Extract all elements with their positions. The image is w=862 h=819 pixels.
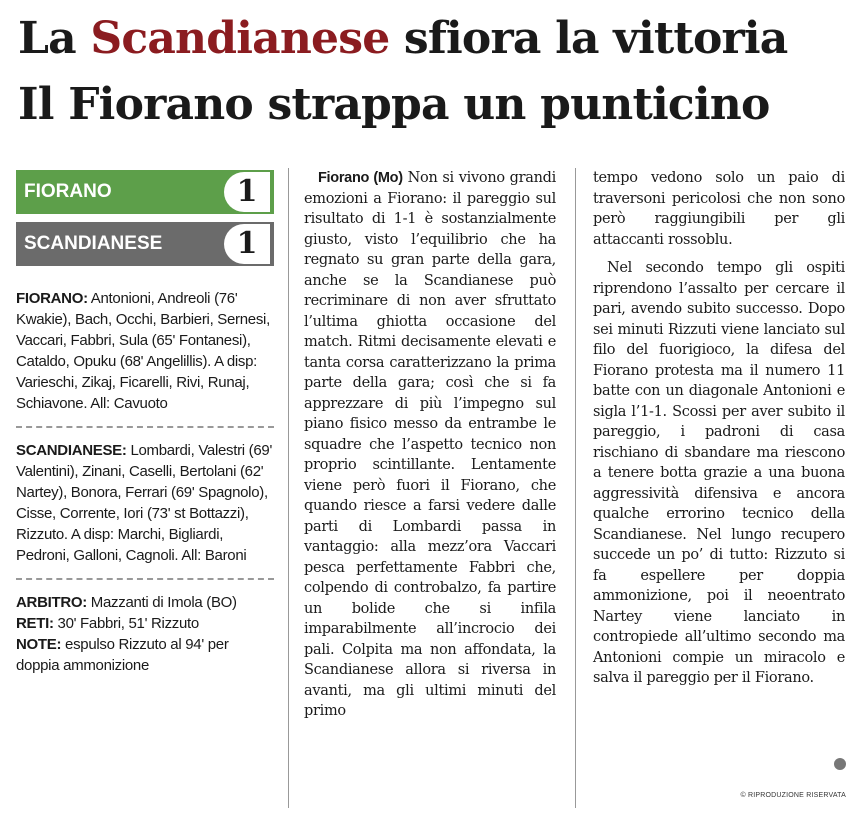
- match-box: [16, 170, 274, 676]
- goals: [16, 613, 274, 634]
- goals-text: 30' Fabbri, 51' Rizzuto: [53, 615, 199, 632]
- team-name-away: SCANDIANESE: [24, 233, 163, 254]
- column-rule: [575, 168, 576, 808]
- article-paragraph-1-continued: tempo vedono solo un paio di traversoni pericolosi che non sono però raggiungibili per gli attaccanti rossoblu.: [593, 170, 845, 248]
- score-home: 1: [224, 172, 270, 212]
- lineup-away-text: Lombardi, Valestri (69' Valentini), Zinani, Caselli, Bertolani (62' Nartey), Bonora, Ferrari (69' Spagnolo), Cisse, Corrente, Iori (73' st Bottazzi), Rizzuto. A disp: Marchi, Bigliardi, Pedroni, Galloni, Cagnoli. All: Baroni: [16, 442, 273, 564]
- lineup-home: [16, 288, 274, 414]
- notes: [16, 634, 274, 676]
- column-rule: [288, 168, 289, 808]
- article-column-2: [593, 168, 845, 689]
- divider: [16, 426, 274, 428]
- referee-label: ARBITRO:: [16, 594, 87, 611]
- headline-suffix: sfiora la vittoria: [389, 13, 788, 64]
- score-row-away: [16, 222, 274, 266]
- article-p1-text: Non si vivono grandi emozioni a Fiorano: il pareggio sul risultato di 1-1 è sostanzialmente giusto, visto l’equilibrio che ha regnato su gran parte della gara, anche se la Scandianese può recriminare di non aver sfruttato l’ultima ghiotta occasione del match. Ritmi decisamente elevati e tanta corsa caratterizzano la prima parte della gara; così che si fa apprezzare di più l’impegno sul piano fisico messo da entrambe le squadre che l’aspetto tecnico non proprio scintillante. Lentamente viene però fuori il Fiorano, che quando riesce a farsi vedere dalle parti di Lombardi passa in vantaggio: alla mezz’ora Vaccari pesca perfettamente Fabbri che, colpendo di controbalzo, fa partire un bolide che si infila imparabilmente all’incrocio dei pali. Colpita ma non affondata, la Scandianese allora si riversa in avanti, ma gli ultimi minuti del primo: [304, 170, 556, 719]
- headline-line-2: Il Fiorano strappa un punticino: [18, 79, 770, 130]
- referee-text: Mazzanti di Imola (BO): [86, 594, 237, 611]
- copyright-notice: © RIPRODUZIONE RISERVATA: [740, 792, 846, 799]
- headline-team: Scandianese: [90, 13, 390, 64]
- end-of-article-icon: [834, 758, 846, 770]
- score-away: 1: [224, 224, 270, 264]
- divider: [16, 578, 274, 580]
- team-name-home: FIORANO: [24, 181, 112, 202]
- lineup-away-label: SCANDIANESE:: [16, 442, 127, 459]
- notes-label: NOTE:: [16, 636, 62, 653]
- article-paragraph-1: [304, 168, 556, 722]
- dateline: Fiorano (Mo): [318, 170, 403, 186]
- lineup-away: [16, 440, 274, 566]
- lineup-home-text: Antonioni, Andreoli (76' Kwakie), Bach, Occhi, Barbieri, Sernesi, Vaccari, Fabbri, Sula (65' Fontanesi), Cataldo, Opuku (68' Angelillis). A disp: Varieschi, Zikaj, Ficarelli, Rivi, Runaj, Schiavone. All: Cavuoto: [16, 290, 270, 412]
- goals-label: RETI:: [16, 615, 54, 632]
- headline-prefix: La: [18, 13, 91, 64]
- score-row-home: [16, 170, 274, 214]
- headline: [18, 6, 848, 138]
- headline-line-1: [18, 6, 848, 72]
- article-column-1: [304, 168, 556, 722]
- notes-text: espulso Rizzuto al 94' per doppia ammonizione: [16, 636, 229, 674]
- article-paragraph-2: Nel secondo tempo gli ospiti riprendono l’assalto per cercare il pari, avendo subito successo. Dopo sei minuti Rizzuti viene lanciato sul filo del fuorigioco, la difesa del Fiorano protesta ma il numero 11 batte con un diagonale Antonioni e sigla l’1-1. Scossi per aver subito il pareggio, i padroni di casa rischiano di sbandare ma riescono a tenere botta grazie a una buona aggressività difensiva e ancora qualche errorino tecnico della Scandianese. Nel lungo recupero succede un po’ di tutto: Rizzuto si fa espellere per doppia ammonizione, poi il neoentrato Nartey viene lanciato in contropiede all’ultimo secondo ma Antonioni compie un miracolo e salva il pareggio per il Fiorano.: [593, 260, 845, 686]
- lineup-home-label: FIORANO:: [16, 290, 88, 307]
- referee: [16, 592, 274, 613]
- officials: [16, 592, 274, 676]
